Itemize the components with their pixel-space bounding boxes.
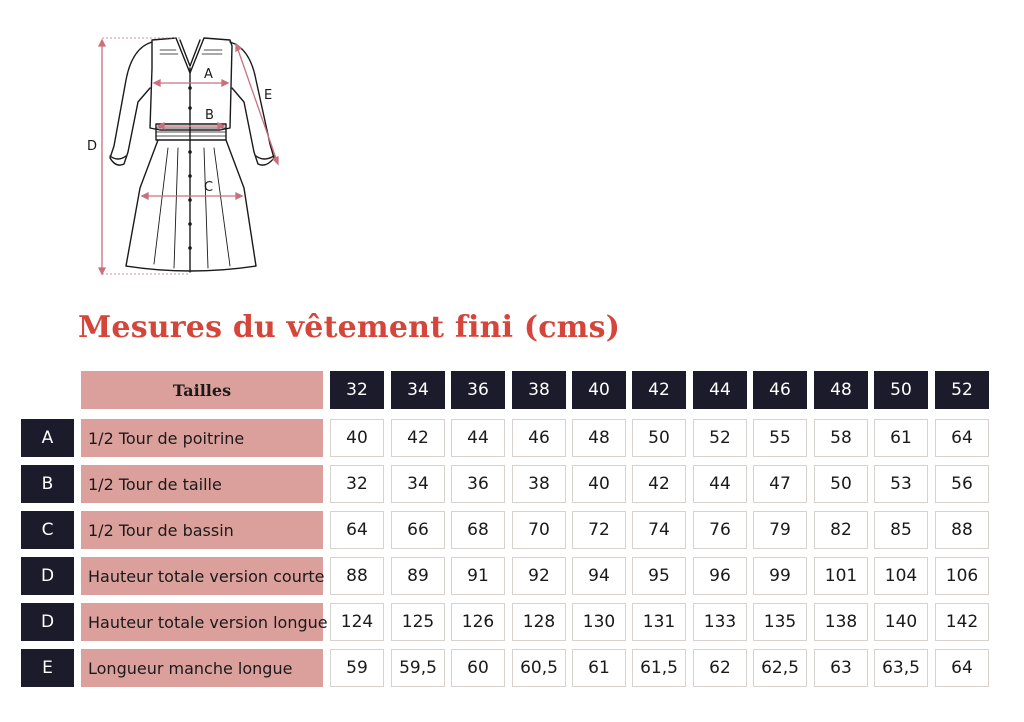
- table-cell: 89: [391, 557, 445, 595]
- table-cell: 42: [632, 465, 686, 503]
- size-header-cell: 34: [391, 371, 445, 409]
- size-header-cell: 48: [814, 371, 868, 409]
- table-cell: 96: [693, 557, 747, 595]
- table-cell: 50: [814, 465, 868, 503]
- table-cell: 72: [572, 511, 626, 549]
- table-cell: 61: [572, 649, 626, 687]
- table-cell: 130: [572, 603, 626, 641]
- size-header-cell: 46: [753, 371, 807, 409]
- table-cell: 53: [874, 465, 928, 503]
- row-label: 1/2 Tour de taille: [81, 465, 323, 503]
- size-header-cell: 32: [330, 371, 384, 409]
- diagram-label-a: A: [204, 67, 213, 82]
- size-header-cell: 38: [512, 371, 566, 409]
- table-cell: 59,5: [391, 649, 445, 687]
- row-label: 1/2 Tour de bassin: [81, 511, 323, 549]
- table-cell: 128: [512, 603, 566, 641]
- table-cell: 63,5: [874, 649, 928, 687]
- table-cell: 88: [330, 557, 384, 595]
- table-cell: 106: [935, 557, 989, 595]
- table-cell: 56: [935, 465, 989, 503]
- table-cell: 62: [693, 649, 747, 687]
- table-cell: 46: [512, 419, 566, 457]
- table-cell: 99: [753, 557, 807, 595]
- table-cell: 64: [935, 649, 989, 687]
- table-cell: 94: [572, 557, 626, 595]
- table-cell: 126: [451, 603, 505, 641]
- table-cell: 125: [391, 603, 445, 641]
- row-letter: D: [21, 603, 74, 641]
- row-letter: C: [21, 511, 74, 549]
- table-cell: 42: [391, 419, 445, 457]
- table-cell: 62,5: [753, 649, 807, 687]
- table-cell: 124: [330, 603, 384, 641]
- size-header-cell: 36: [451, 371, 505, 409]
- table-cell: 50: [632, 419, 686, 457]
- table-cell: 91: [451, 557, 505, 595]
- size-header-cell: 40: [572, 371, 626, 409]
- row-letter: E: [21, 649, 74, 687]
- table-cell: 76: [693, 511, 747, 549]
- table-cell: 64: [935, 419, 989, 457]
- table-cell: 60: [451, 649, 505, 687]
- table-cell: 140: [874, 603, 928, 641]
- table-cell: 34: [391, 465, 445, 503]
- table-cell: 95: [632, 557, 686, 595]
- row-label: Hauteur totale version courte: [81, 557, 323, 595]
- table-cell: 48: [572, 419, 626, 457]
- table-cell: 82: [814, 511, 868, 549]
- table-cell: 74: [632, 511, 686, 549]
- table-cell: 92: [512, 557, 566, 595]
- table-cell: 79: [753, 511, 807, 549]
- table-cell: 59: [330, 649, 384, 687]
- table-cell: 55: [753, 419, 807, 457]
- table-cell: 44: [693, 465, 747, 503]
- table-cell: 88: [935, 511, 989, 549]
- size-header-cell: 44: [693, 371, 747, 409]
- table-cell: 101: [814, 557, 868, 595]
- sizes-header-label: Tailles: [81, 371, 323, 409]
- table-cell: 133: [693, 603, 747, 641]
- size-header-cell: 52: [935, 371, 989, 409]
- table-cell: 68: [451, 511, 505, 549]
- row-letter: A: [21, 419, 74, 457]
- table-cell: 104: [874, 557, 928, 595]
- table-cell: 61: [874, 419, 928, 457]
- table-cell: 36: [451, 465, 505, 503]
- size-header-cell: 50: [874, 371, 928, 409]
- table-cell: 44: [451, 419, 505, 457]
- table-cell: 85: [874, 511, 928, 549]
- table-cell: 58: [814, 419, 868, 457]
- size-header-cell: 42: [632, 371, 686, 409]
- diagram-label-c: C: [204, 180, 214, 195]
- table-cell: 138: [814, 603, 868, 641]
- diagram-label-b: B: [205, 108, 214, 123]
- row-label: Hauteur totale version longue: [81, 603, 323, 641]
- table-cell: 142: [935, 603, 989, 641]
- diagram-label-d: D: [87, 139, 98, 154]
- table-cell: 38: [512, 465, 566, 503]
- table-cell: 61,5: [632, 649, 686, 687]
- table-cell: 40: [330, 419, 384, 457]
- row-letter: D: [21, 557, 74, 595]
- table-cell: 47: [753, 465, 807, 503]
- table-cell: 52: [693, 419, 747, 457]
- row-letter: B: [21, 465, 74, 503]
- table-cell: 63: [814, 649, 868, 687]
- diagram-label-e: E: [264, 88, 273, 103]
- dress-technical-drawing: [80, 28, 300, 283]
- row-label: Longueur manche longue: [81, 649, 323, 687]
- table-cell: 60,5: [512, 649, 566, 687]
- table-cell: 40: [572, 465, 626, 503]
- row-label: 1/2 Tour de poitrine: [81, 419, 323, 457]
- table-cell: 135: [753, 603, 807, 641]
- table-cell: 66: [391, 511, 445, 549]
- page-title: Mesures du vêtement fini (cms): [78, 310, 621, 345]
- table-cell: 70: [512, 511, 566, 549]
- table-cell: 32: [330, 465, 384, 503]
- table-cell: 64: [330, 511, 384, 549]
- table-cell: 131: [632, 603, 686, 641]
